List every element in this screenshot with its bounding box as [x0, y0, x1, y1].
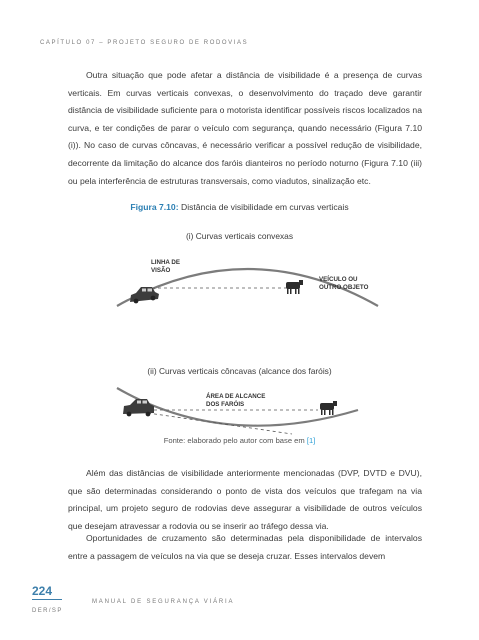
paragraph-text: Além das distâncias de visibilidade anteriormente mencionadas (DVP, DVTD e DVU), que são determinadas considerando o ponto de vista dos veículos que trafegam na via principal, um projeto seguro de rodovias deve assegurar a visibilidade de outros veículos que desejam atravessar a rodovia ou se inserir ao tráfego dessa via. [68, 468, 422, 531]
chapter-header: CAPÍTULO 07 – PROJETO SEGURO DE RODOVIAS [40, 40, 249, 46]
label-vehicle-or-object: VEÍCULO OU OUTRO OBJETO [319, 276, 369, 291]
footer-divider [32, 599, 62, 600]
paragraph-text: Outra situação que pode afetar a distância de visibilidade é a presença de curvas verticais. Em curvas verticais convexas, o desenvolvimento do traçado deve garantir distância de visibilidade suficiente para o motorista identificar possíveis riscos localizados na curva, e ter condições de parar o veículo com segurança, quando necessário (Figura 7.10 (i)). No caso de curvas côncavas, é necessário verificar a possível redução de visibilidade, decorrente da limitação do alcance dos faróis dianteiros no período noturno (Figura 7.10 (iii) ou pela interferência de estruturas transversais, como viadutos, sinalização etc. [68, 70, 422, 186]
label-line-of-sight: LINHA DE VISÃO [151, 259, 180, 274]
page-number: 224 [32, 584, 53, 598]
figure-number: Figura 7.10: [130, 202, 179, 212]
figure-subtitle-concave: (ii) Curvas verticais côncavas (alcance dos faróis) [147, 366, 332, 376]
paragraph-text: Oportunidades de cruzamento são determinadas pela disponibilidade de intervalos entre a passagem de veículos na via que se deseja cruzar. Esses intervalos devem [68, 533, 422, 561]
cow-icon-convex [286, 280, 303, 294]
paragraph-sight-distances [68, 465, 422, 535]
source-text: Fonte: elaborado pelo autor com base em [163, 436, 307, 445]
cow-icon-concave [320, 401, 337, 415]
figure-source [0, 436, 479, 445]
car-icon-convex [130, 287, 159, 303]
paragraph-crossing-opportunities [68, 530, 422, 565]
figure-subtitle-convex: (i) Curvas verticais convexas [185, 231, 294, 241]
footer-manual-title: MANUAL DE SEGURANÇA VIÁRIA [92, 599, 235, 605]
headlight-beam-lower [148, 413, 292, 434]
figure-title: Distância de visibilidade em curvas verticais [178, 202, 349, 212]
source-reference-link[interactable]: [1] [306, 436, 316, 445]
footer-organization: DER/SP [32, 608, 63, 614]
car-icon-concave [123, 399, 154, 416]
label-headlight-range: ÁREA DE ALCANCE DOS FARÓIS [206, 393, 266, 408]
